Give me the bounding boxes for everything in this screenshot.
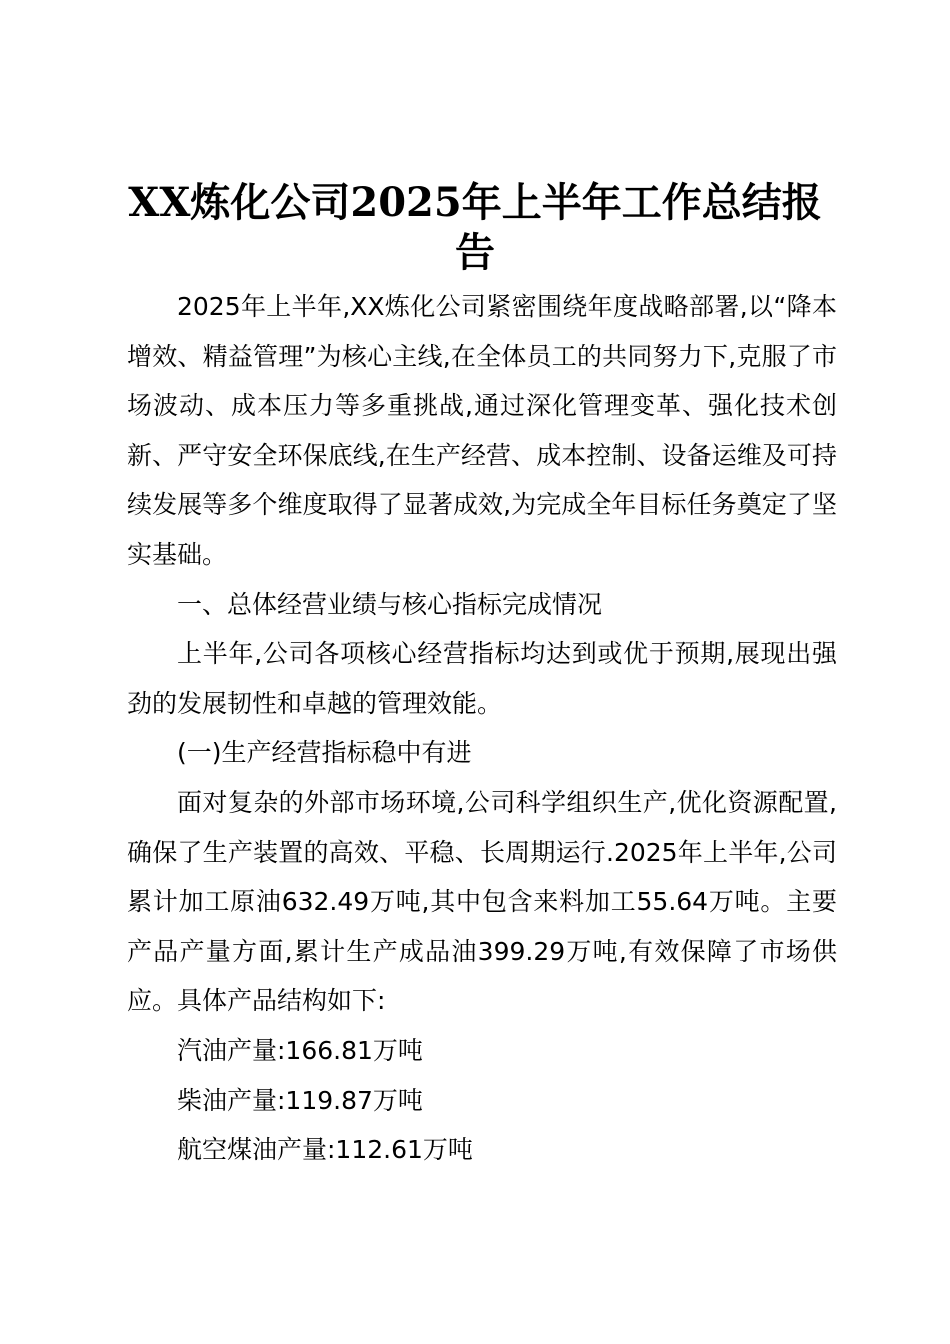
gasoline-output-line: 汽油产量:166.81万吨 xyxy=(177,1035,423,1065)
production-paragraph: 面对复杂的外部市场环境,公司科学组织生产,优化资源配置,确保了生产装置的高效、平稳、长周期运行.2025年上半年,公司累计加工原油632.49万吨,其中包含来料加工55.64万吨。主要产品产量方面,累计生产成品油399.29万吨,有效保障了市场供应。具体产品结构如下: xyxy=(127,787,837,1016)
section-heading-1: 一、总体经营业绩与核心指标完成情况 xyxy=(177,589,603,619)
jet-fuel-output-line: 航空煤油产量:112.61万吨 xyxy=(177,1135,473,1165)
intro-paragraph: 2025年上半年,XX炼化公司紧密围绕年度战略部署,以“降本增效、精益管理”为核心主线,在全体员工的共同努力下,克服了市场波动、成本压力等多重挑战,通过深化管理变革、强化技术创新、严守安全环保底线,在生产经营、成本控制、设备运维及可持续发展等多个维度取得了显著成效,为完成全年目标任务奠定了坚实基础。 xyxy=(127,292,837,569)
document-body xyxy=(127,282,837,1175)
document-title: XX炼化公司2025年上半年工作总结报告 xyxy=(128,179,822,276)
section-summary-paragraph: 上半年,公司各项核心经营指标均达到或优于预期,展现出强劲的发展韧性和卓越的管理效能。 xyxy=(127,639,837,718)
subsection-heading-1: (一)生产经营指标稳中有进 xyxy=(177,738,472,768)
diesel-output-line: 柴油产量:119.87万吨 xyxy=(177,1085,423,1115)
